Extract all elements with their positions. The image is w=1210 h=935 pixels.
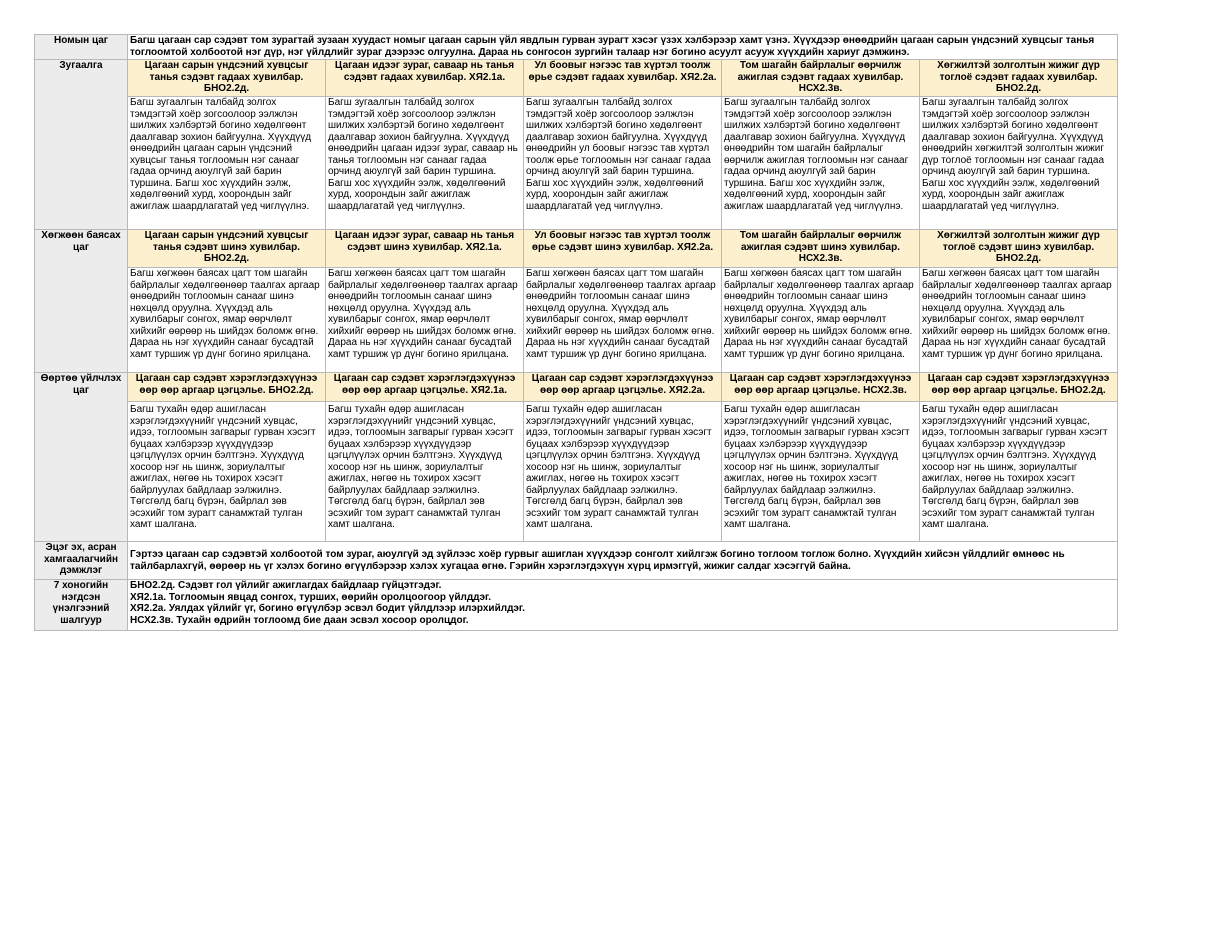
criteria-item: НСХ2.3в. Тухайн өдрийн тоглоомд бие даан эсвэл хосоор оролцдог. (130, 614, 469, 626)
activity-description: Багш тухайн өдөр ашигласан хэрэглэгдэхүүнийг үндсэний хувцас, идээ, тоглоомын загварыг гурван хэсэгт буцаах хэлбэрээр хүүхдүүдээр цэгцлүүлэх орчин бэлтгэнэ. Хүүхдүүд хосоор нэг нь шинж, зориулалтыг ажиглах, нөгөө нь тохирох хэсэгт байрлуулах байдлаар ээлжилнэ. Төгсгөлд багц бүрэн, байрлал зөв эсэхийг том зурагт санамжтай тулган хамт шалгана. (722, 402, 920, 542)
activity-description: Багш зугаалгын талбайд золгох тэмдэгтэй хоёр зогсоолоор ээлжлэн шилжих хэлбэртэй богино хөдөлгөөнт даалгавар зохион байгуулна. Хүүхдүүд өнөөдрийн ул боовыг нэгээс тав хүртэл тоолж өрье тоглоомын нэг санааг гадаа орчинд аюулгүй зай барин туршина. Багш хос хүүхдийн ээлж, хөдөлгөөний хурд, хоорондын зайг ажиглаж шаардлагатай үед чиглүүлнэ. (524, 97, 722, 230)
activity-header: Цагаан идээг зураг, саваар нь танья сэдэвт шинэ хувилбар. ХЯ2.1а. (326, 230, 524, 268)
parents-text: Гэртээ цагаан сар сэдэвтэй холбоотой том зураг, аюулгүй эд зүйлээс хоёр гурвыг ашиглан хүүхдээр сонголт хийлгэж богино тоглоом тоглож болно. Хүүхдийн хийсэн үйлдлийг өмнөөс нь тайлбарлахгүй, өөрөөр нь үг хэлэх богино өгүүлбэрээр хэлэх хугацаа өгнө. Гэрийн хэрэглэгдэхүүн хүрц ирмэггүй, жижиг салдаг хэсэггүй байна. (128, 542, 1118, 580)
row-label-selfcare: Өөртөө үйлчлэх цаг (35, 373, 128, 542)
activity-description: Багш зугаалгын талбайд золгох тэмдэгтэй хоёр зогсоолоор ээлжлэн шилжих хэлбэртэй богино хөдөлгөөнт даалгавар зохион байгуулна. Хүүхдүүд өнөөдрийн цагаан сарын үндсэний хувцсыг танья тоглоомын нэг санааг гадаа орчинд аюулгүй зай барин туршина. Багш хос хүүхдийн ээлж, хөдөлгөөний хурд, хоорондын зайг ажиглаж шаардлагатай үед чиглүүлнэ. (128, 97, 326, 230)
activity-header: Ул боовыг нэгээс тав хүртэл тоолж өрье сэдэвт шинэ хувилбар. ХЯ2.2а. (524, 230, 722, 268)
activity-description: Багш хөгжөөн баясах цагт том шагайн байрлалыг хөдөлгөөнөөр таалгах аргаар өнөөдрийн тоглоомын санааг шинэ нөхцөлд оруулна. Хүүхдэд аль хувилбарыг сонгох, ямар өөрчлөлт хийхийг өөрөөр нь шийдэх боломж өгнө. Дараа нь нэг хүүхдийн санааг бусадтай хамт туршиж үр дүнг богино ярилцана. (920, 268, 1118, 373)
activity-header: Цагаан сар сэдэвт хэрэглэгдэхүүнээ өөр өөр аргаар цэгцэлье. БНО2.2д. (128, 373, 326, 402)
section-body-row (35, 402, 1118, 542)
activity-header: Цагаан идээг зураг, саваар нь танья сэдэвт гадаах хувилбар. ХЯ2.1а. (326, 60, 524, 97)
section-body-row (35, 97, 1118, 230)
activity-header: Цагаан сар сэдэвт хэрэглэгдэхүүнээ өөр өөр аргаар цэгцэлье. ХЯ2.1а. (326, 373, 524, 402)
activity-description: Багш хөгжөөн баясах цагт том шагайн байрлалыг хөдөлгөөнөөр таалгах аргаар өнөөдрийн тоглоомын санааг шинэ нөхцөлд оруулна. Хүүхдэд аль хувилбарыг сонгох, ямар өөрчлөлт хийхийг өөрөөр нь шийдэх боломж өгнө. Дараа нь нэг хүүхдийн санааг бусадтай хамт туршиж үр дүнг богино ярилцана. (722, 268, 920, 373)
activity-header: Ул боовыг нэгээс тав хүртэл тоолж өрье сэдэвт гадаах хувилбар. ХЯ2.2а. (524, 60, 722, 97)
activity-description: Багш хөгжөөн баясах цагт том шагайн байрлалыг хөдөлгөөнөөр таалгах аргаар өнөөдрийн тоглоомын санааг шинэ нөхцөлд оруулна. Хүүхдэд аль хувилбарыг сонгох, ямар өөрчлөлт хийхийг өөрөөр нь шийдэх боломж өгнө. Дараа нь нэг хүүхдийн санааг бусадтай хамт туршиж үр дүнг богино ярилцана. (326, 268, 524, 373)
row-label-walk: Зугаалга (35, 60, 128, 230)
activity-description: Багш зугаалгын талбайд золгох тэмдэгтэй хоёр зогсоолоор ээлжлэн шилжих хэлбэртэй богино хөдөлгөөнт даалгавар зохион байгуулна. Хүүхдүүд өнөөдрийн том шагайн байрлалыг өөрчилж ажиглая тоглоомын нэг санааг гадаа орчинд аюулгүй зай барин туршина. Багш хос хүүхдийн ээлж, хөдөлгөөний хурд, хоорондын зайг ажиглаж шаардлагатай үед чиглүүлнэ. (722, 97, 920, 230)
row-label-intro: Номын цаг (35, 35, 128, 60)
activity-description: Багш тухайн өдөр ашигласан хэрэглэгдэхүүнийг үндсэний хувцас, идээ, тоглоомын загварыг гурван хэсэгт буцаах хэлбэрээр хүүхдүүдээр цэгцлүүлэх орчин бэлтгэнэ. Хүүхдүүд хосоор нэг нь шинж, зориулалтыг ажиглах, нөгөө нь тохирох хэсэгт байрлуулах байдлаар ээлжилнэ. Төгсгөлд багц бүрэн, байрлал зөв эсэхийг том зурагт санамжтай тулган хамт шалгана. (128, 402, 326, 542)
intro-row (35, 35, 1118, 60)
section-header-row (35, 230, 1118, 268)
activity-description: Багш тухайн өдөр ашигласан хэрэглэгдэхүүнийг үндсэний хувцас, идээ, тоглоомын загварыг гурван хэсэгт буцаах хэлбэрээр хүүхдүүдээр цэгцлүүлэх орчин бэлтгэнэ. Хүүхдүүд хосоор нэг нь шинж, зориулалтыг ажиглах, нөгөө нь тохирох хэсэгт байрлуулах байдлаар ээлжилнэ. Төгсгөлд багц бүрэн, байрлал зөв эсэхийг том зурагт санамжтай тулган хамт шалгана. (524, 402, 722, 542)
criteria-item: ХЯ2.2а. Уялдах үйлийг үг, богино өгүүлбэр эсвэл бодит үйлдлээр илэрхийлдэг. (130, 603, 525, 614)
section-body-row (35, 268, 1118, 373)
criteria-item: БНО2.2д. Сэдэвт гол үйлийг ажиглагдах байдлаар гүйцэтгэдэг. (130, 580, 442, 591)
row-label-parents: Эцэг эх, асран хамгаалагчийн дэмжлэг (35, 542, 128, 580)
section-header-row (35, 373, 1118, 402)
activity-description: Багш хөгжөөн баясах цагт том шагайн байрлалыг хөдөлгөөнөөр таалгах аргаар өнөөдрийн тоглоомын санааг шинэ нөхцөлд оруулна. Хүүхдэд аль хувилбарыг сонгох, ямар өөрчлөлт хийхийг өөрөөр нь шийдэх боломж өгнө. Дараа нь нэг хүүхдийн санааг бусадтай хамт туршиж үр дүнг богино ярилцана. (128, 268, 326, 373)
activity-header: Цагаан сарын үндсэний хувцсыг танья сэдэвт гадаах хувилбар. БНО2.2д. (128, 60, 326, 97)
activity-description: Багш зугаалгын талбайд золгох тэмдэгтэй хоёр зогсоолоор ээлжлэн шилжих хэлбэртэй богино хөдөлгөөнт даалгавар зохион байгуулна. Хүүхдүүд өнөөдрийн цагаан идээг зураг, саваар нь танья тоглоомын нэг санааг гадаа орчинд аюулгүй зай барин туршина. Багш хос хүүхдийн ээлж, хөдөлгөөний хурд, хоорондын зайг ажиглаж шаардлагатай үед чиглүүлнэ. (326, 97, 524, 230)
activity-header: Цагаан сар сэдэвт хэрэглэгдэхүүнээ өөр өөр аргаар цэгцэлье. БНО2.2д. (920, 373, 1118, 402)
criteria-row (35, 580, 1118, 631)
parents-row (35, 542, 1118, 580)
activity-header: Том шагайн байрлалыг өөрчилж ажиглая сэдэвт шинэ хувилбар. НСХ2.3в. (722, 230, 920, 268)
activity-header: Цагаан сарын үндсэний хувцсыг танья сэдэвт шинэ хувилбар. БНО2.2д. (128, 230, 326, 268)
activity-header: Цагаан сар сэдэвт хэрэглэгдэхүүнээ өөр өөр аргаар цэгцэлье. ХЯ2.2а. (524, 373, 722, 402)
section-header-row (35, 60, 1118, 97)
activity-description: Багш зугаалгын талбайд золгох тэмдэгтэй хоёр зогсоолоор ээлжлэн шилжих хэлбэртэй богино хөдөлгөөнт даалгавар зохион байгуулна. Хүүхдүүд өнөөдрийн хөгжилтэй золголтын жижиг дүр тоглоё тоглоомын нэг санааг гадаа орчинд аюулгүй зай барин туршина. Багш хос хүүхдийн ээлж, хөдөлгөөний хурд, хоорондын зайг ажиглаж шаардлагатай үед чиглүүлнэ. (920, 97, 1118, 230)
activity-description: Багш тухайн өдөр ашигласан хэрэглэгдэхүүнийг үндсэний хувцас, идээ, тоглоомын загварыг гурван хэсэгт буцаах хэлбэрээр хүүхдүүдээр цэгцлүүлэх орчин бэлтгэнэ. Хүүхдүүд хосоор нэг нь шинж, зориулалтыг ажиглах, нөгөө нь тохирох хэсэгт байрлуулах байдлаар ээлжилнэ. Төгсгөлд багц бүрэн, байрлал зөв эсэхийг том зурагт санамжтай тулган хамт шалгана. (920, 402, 1118, 542)
lesson-plan-table (34, 34, 1118, 631)
activity-header: Том шагайн байрлалыг өөрчилж ажиглая сэдэвт гадаах хувилбар. НСХ2.3в. (722, 60, 920, 97)
row-label-fun: Хөгжөөн баясах цаг (35, 230, 128, 373)
activity-description: Багш хөгжөөн баясах цагт том шагайн байрлалыг хөдөлгөөнөөр таалгах аргаар өнөөдрийн тоглоомын санааг шинэ нөхцөлд оруулна. Хүүхдэд аль хувилбарыг сонгох, ямар өөрчлөлт хийхийг өөрөөр нь шийдэх боломж өгнө. Дараа нь нэг хүүхдийн санааг бусадтай хамт туршиж үр дүнг богино ярилцана. (524, 268, 722, 373)
activity-description: Багш тухайн өдөр ашигласан хэрэглэгдэхүүнийг үндсэний хувцас, идээ, тоглоомын загварыг гурван хэсэгт буцаах хэлбэрээр хүүхдүүдээр цэгцлүүлэх орчин бэлтгэнэ. Хүүхдүүд хосоор нэг нь шинж, зориулалтыг ажиглах, нөгөө нь тохирох хэсэгт байрлуулах байдлаар ээлжилнэ. Төгсгөлд багц бүрэн, байрлал зөв эсэхийг том зурагт санамжтай тулган хамт шалгана. (326, 402, 524, 542)
row-label-criteria: 7 хоногийн нэгдсэн үнэлгээний шалгуур (35, 580, 128, 631)
criteria-item: ХЯ2.1а. Тоглоомын явцад сонгох, турших, өөрийн оролцоогоор үйлддэг. (130, 591, 491, 603)
activity-header: Хөгжилтэй золголтын жижиг дүр тоглоё сэдэвт гадаах хувилбар. БНО2.2д. (920, 60, 1118, 97)
criteria-list (128, 580, 1118, 631)
activity-header: Цагаан сар сэдэвт хэрэглэгдэхүүнээ өөр өөр аргаар цэгцэлье. НСХ2.3в. (722, 373, 920, 402)
activity-header: Хөгжилтэй золголтын жижиг дүр тоглоё сэдэвт шинэ хувилбар. БНО2.2д. (920, 230, 1118, 268)
intro-text: Багш цагаан сар сэдэвт том зурагтай зузаан хуудаст номыг цагаан сарын үйл явдлын гурван зурагт хэсэг үзэх хэлбэрээр хамт үзнэ. Хүүхдээр өнөөдрийн цагаан сарын үндсэний хувцсыг танья тоглоомтой холбоотой нэг дүр, нэг үйлдлийг зураг дээрээс олгуулна. Дараа нь сонгосон зургийн талаар нэг богино асуулт асууж хүүхдийн хариуг дэмжинэ. (128, 35, 1118, 60)
